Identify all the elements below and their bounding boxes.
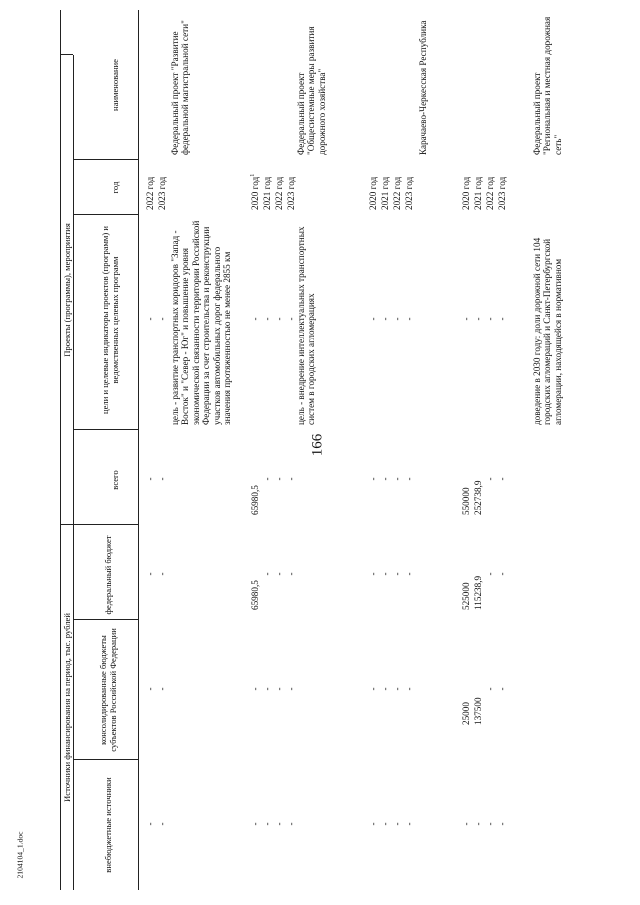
row-year — [473, 177, 483, 210]
row-federal: 115238,9 — [473, 575, 483, 610]
row-goals: цель - развитие транспортных коридоров "Запад - Восток" и "Север - Юг" и повышение уровня экономической связанности территории Российской Федерации за счет строительства и реконструкции участков автомобильных дорог федерального значения протяженностью не менее 2855 км — [170, 220, 233, 425]
row-federal: - — [157, 572, 167, 576]
row-year — [250, 174, 260, 210]
row-year-text: 2022 год — [392, 176, 402, 210]
header-offbudget: внебюджетные источники — [103, 777, 113, 873]
row-federal: - — [392, 572, 402, 576]
footer-file-name: 2104104_1.doc — [15, 831, 25, 879]
header-federal: федеральный бюджет — [103, 535, 113, 615]
row-regional: - — [262, 687, 272, 691]
row-goals: - — [404, 317, 414, 321]
row-name: Федеральный проект "Региональная и местная дорожная сеть" — [532, 16, 563, 155]
row-offbudget: - — [392, 822, 402, 826]
row-total: - — [157, 477, 167, 481]
row-year-text: 2022 год — [274, 176, 284, 210]
row-goals: - — [274, 317, 284, 321]
row-total: - — [262, 477, 272, 481]
row-year-text: 2023 год — [404, 176, 414, 210]
row-federal: - — [262, 572, 272, 576]
row-name: Федеральный проект "Общесистемные меры развития дорожного хозяйства" — [296, 26, 327, 155]
row-total: - — [274, 477, 284, 481]
row-offbudget: - — [250, 822, 260, 826]
row-regional: - — [286, 687, 296, 691]
row-regional: - — [250, 687, 260, 691]
row-year-text: 2023 год — [157, 176, 167, 210]
row-regional: - — [368, 687, 378, 691]
row-total: 550000 — [461, 487, 471, 515]
row-year — [274, 177, 284, 210]
row-year — [404, 177, 414, 210]
row-offbudget: - — [497, 822, 507, 826]
row-goals: - — [157, 317, 167, 321]
row-regional: 137500 — [473, 697, 483, 725]
row-year-text: 2020 год — [461, 176, 471, 210]
row-goals: - — [250, 317, 260, 321]
row-year-text: 2023 год — [497, 176, 507, 210]
row-federal: - — [368, 572, 378, 576]
row-goals: доведение в 2030 году: доли дорожной сети 104 городских агломераций и Санкт-Петербургской агломерации, находящейся в нормативном — [532, 237, 563, 425]
header-funding-group: Источники финансирования на период, тыс. рублей — [62, 613, 72, 802]
row-goals: - — [368, 317, 378, 321]
row-year — [485, 177, 495, 210]
row-federal: 65980,5 — [250, 580, 260, 610]
row-total: - — [404, 477, 414, 481]
header-regional: консолидированные бюджеты субъектов Российской Федерации — [98, 628, 118, 752]
row-year-text: 2022 год — [145, 176, 155, 210]
row-year-text: 2023 год — [286, 176, 296, 210]
row-year — [368, 177, 378, 210]
row-total: - — [286, 477, 296, 481]
header-projects-group: Проекты (программы), мероприятия — [62, 223, 72, 357]
row-year — [262, 177, 272, 210]
row-total: - — [392, 477, 402, 481]
row-regional: - — [497, 687, 507, 691]
row-federal: - — [485, 572, 495, 576]
row-year — [461, 177, 471, 210]
row-year — [145, 177, 155, 210]
row-offbudget: - — [380, 822, 390, 826]
row-total: - — [485, 477, 495, 481]
row-year — [497, 177, 507, 210]
row-year-text: 2020 год — [368, 176, 378, 210]
row-year — [286, 177, 296, 210]
row-offbudget: - — [473, 822, 483, 826]
row-regional: - — [404, 687, 414, 691]
header-year: год — [110, 181, 120, 194]
row-goals: - — [380, 317, 390, 321]
row-regional: 25000 — [461, 702, 471, 725]
row-year-text: 2022 год — [485, 176, 495, 210]
row-year-text: 2021 год — [262, 176, 272, 210]
row-federal: - — [286, 572, 296, 576]
row-goals: - — [286, 317, 296, 321]
row-total: - — [497, 477, 507, 481]
row-year-text: 2020 год — [250, 176, 260, 210]
row-offbudget: - — [485, 822, 495, 826]
row-total: - — [145, 477, 155, 481]
row-federal: - — [380, 572, 390, 576]
row-regional: - — [380, 687, 390, 691]
header-goals: цели и целевые индикаторы проектов (программ) и ведомственных целевых программ — [100, 226, 120, 414]
row-offbudget: - — [145, 822, 155, 826]
row-offbudget: - — [157, 822, 167, 826]
row-goals: цель - внедрение интеллектуальных транспортных систем в городских агломерациях — [296, 226, 317, 425]
row-total: 252738,9 — [473, 480, 483, 515]
row-year-text: 2021 год — [380, 176, 390, 210]
header-total-label: всего — [110, 470, 120, 490]
row-total: - — [380, 477, 390, 481]
row-federal: - — [404, 572, 414, 576]
row-regional: - — [145, 687, 155, 691]
row-total: - — [368, 477, 378, 481]
row-federal: - — [497, 572, 507, 576]
row-goals: - — [473, 317, 483, 321]
row-year — [392, 177, 402, 210]
row-year — [380, 177, 390, 210]
row-goals: - — [497, 317, 507, 321]
row-offbudget: - — [461, 822, 471, 826]
row-federal: - — [145, 572, 155, 576]
page-number: 166 — [309, 433, 326, 457]
row-goals: - — [485, 317, 495, 321]
footnote-mark: 1 — [250, 173, 256, 177]
row-regional: - — [274, 687, 284, 691]
row-offbudget: - — [368, 822, 378, 826]
row-year-text: 2021 год — [473, 176, 483, 210]
row-name: Карачаево-Черкесская Республика — [418, 20, 428, 155]
row-offbudget: - — [262, 822, 272, 826]
row-offbudget: - — [404, 822, 414, 826]
row-federal: 525000 — [461, 582, 471, 610]
row-goals: - — [461, 317, 471, 321]
row-offbudget: - — [274, 822, 284, 826]
row-goals: - — [145, 317, 155, 321]
row-goals: - — [392, 317, 402, 321]
row-name: Федеральный проект "Развитие федеральной магистральной сети" — [170, 20, 191, 155]
row-regional: - — [392, 687, 402, 691]
row-federal: - — [274, 572, 284, 576]
row-offbudget: - — [286, 822, 296, 826]
row-regional: - — [157, 687, 167, 691]
row-year — [157, 177, 167, 210]
header-name: наименование — [110, 59, 120, 111]
row-total: 65980,5 — [250, 485, 260, 515]
row-goals: - — [262, 317, 272, 321]
row-regional: - — [485, 687, 495, 691]
